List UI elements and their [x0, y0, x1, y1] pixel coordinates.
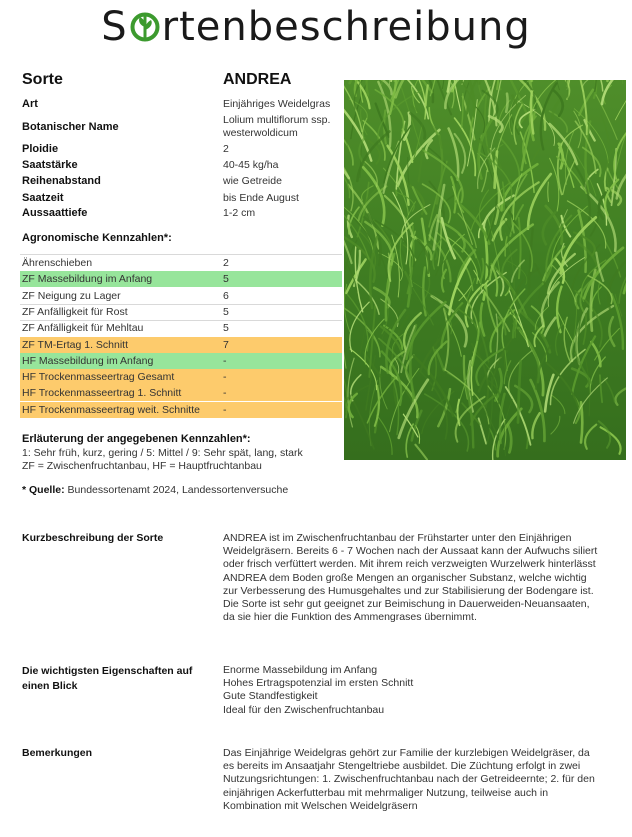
table-row — [20, 385, 342, 401]
variety-name: ANDREA — [223, 71, 292, 88]
page-title — [0, 4, 632, 50]
prop-value-ploidie: 2 — [223, 143, 229, 155]
row-name: HF Trockenmasseertrag Gesamt — [22, 371, 175, 383]
prop-value-botanical-2: westerwoldicum — [223, 127, 298, 139]
legend-line-1: 1: Sehr früh, kurz, gering / 5: Mittel / 9: Sehr spät, lang, stark — [22, 447, 303, 459]
table-row — [20, 288, 342, 304]
row-value: - — [223, 404, 227, 416]
row-value: 5 — [223, 322, 229, 334]
table-row — [20, 337, 342, 353]
text-line: Die Sorte ist sehr gut geeignet zur Beimischung in Dauerweiden-Neuansaaten, — [223, 598, 590, 611]
row-name: ZF Neigung zu Lager — [22, 290, 121, 302]
variety-label: Sorte — [22, 71, 63, 88]
remarks-heading: Bemerkungen — [22, 747, 93, 759]
key-properties-list — [223, 664, 413, 717]
row-name: ZF Anfälligkeit für Rost — [22, 306, 128, 318]
row-name: Ährenschieben — [22, 257, 93, 269]
row-name: ZF TM-Ertag 1. Schnitt — [22, 339, 128, 351]
prop-value-art: Einjähriges Weidelgras — [223, 98, 331, 110]
text-line: einjährigen Ackerfutterbau mit mehrmaliger Nutzung, teilweise auch in — [223, 786, 549, 799]
title-prefix: S — [101, 4, 128, 50]
table-row — [20, 369, 342, 385]
row-value: 6 — [223, 290, 229, 302]
source-note — [22, 484, 288, 497]
prop-value-saatstaerke: 40-45 kg/ha — [223, 159, 279, 171]
short-description-heading: Kurzbeschreibung der Sorte — [22, 532, 164, 544]
prop-value-botanical-1: Lolium multiflorum ssp. — [223, 114, 331, 126]
text-line: Weidelgräsern. Bereits 6 - 7 Wochen nach der Aussaat kann der Aufwuchs siliert — [223, 545, 598, 558]
title-suffix: rtenbeschreibung — [161, 4, 531, 50]
table-row — [20, 271, 342, 287]
prop-label-ploidie: Ploidie — [22, 143, 59, 155]
row-value: - — [223, 387, 227, 399]
text-line: es bereits im Ansaatjahr Stengeltriebe ausbildet. Die Züchtung erfolgt in zwei — [223, 760, 581, 773]
row-value: - — [223, 371, 227, 383]
grass-photo — [344, 80, 626, 460]
text-line: ANDREA dem Boden große Mengen an organischer Substanz, welche wichtig — [223, 571, 587, 584]
row-value: 2 — [223, 257, 229, 269]
prop-label-art: Art — [22, 98, 38, 110]
agronomic-heading: Agronomische Kennzahlen*: — [22, 232, 172, 244]
table-row — [20, 353, 342, 369]
prop-label-saatstaerke: Saatstärke — [22, 159, 78, 171]
grass-blade — [581, 402, 582, 442]
prop-label-botanical: Botanischer Name — [22, 121, 119, 133]
row-name: HF Massebildung im Anfang — [22, 355, 154, 367]
grass-blade — [506, 94, 507, 112]
grass-image — [344, 80, 626, 460]
legend-line-2: ZF = Zwischenfruchtanbau, HF = Hauptfruchtanbau — [22, 460, 262, 472]
table-row — [20, 320, 342, 336]
row-value: 7 — [223, 339, 229, 351]
row-name: HF Trockenmasseertrag 1. Schnitt — [22, 387, 182, 399]
remarks-text — [223, 747, 623, 813]
list-item: Hohes Ertragspotenzial im ersten Schnitt — [223, 677, 414, 690]
text-line: Das Einjährige Weidelgras gehört zur Familie der kurzlebigen Weidelgräser, da — [223, 747, 590, 759]
row-name: ZF Massebildung im Anfang — [22, 273, 153, 285]
row-name: HF Trockenmasseertrag weit. Schnitte — [22, 404, 200, 416]
list-item: Enorme Massebildung im Anfang — [223, 664, 378, 676]
prop-value-saatzeit: bis Ende August — [223, 192, 299, 204]
row-value: - — [223, 355, 227, 367]
key-properties-heading — [22, 664, 192, 694]
table-row — [20, 402, 342, 418]
row-name: ZF Anfälligkeit für Mehltau — [22, 322, 144, 334]
source-text: Bundessortenamt 2024, Landessortenversuche — [67, 484, 289, 496]
prop-label-aussaattiefe: Aussaattiefe — [22, 207, 88, 219]
row-value: 5 — [223, 306, 229, 318]
prop-label-saatzeit: Saatzeit — [22, 192, 64, 204]
text-line: ANDREA ist im Zwischenfruchtanbau der Frühstarter unter den Einjährigen — [223, 532, 572, 544]
source-label: * Quelle: — [22, 484, 65, 496]
text-line: oder frisch verfüttert werden. Mit ihrem reich verzweigten Wurzelwerk hinterlässt — [223, 558, 596, 571]
text-line: Nutzungsrichtungen: 1. Zwischenfruchtanbau nach der Getreideernte; 2. für den — [223, 773, 595, 786]
heading-line: einen Blick — [22, 680, 78, 692]
list-item: Gute Standfestigkeit — [223, 690, 318, 703]
prop-label-reihenabstand: Reihenabstand — [22, 175, 101, 187]
table-row — [20, 255, 342, 271]
text-line: Kombination mit Welschen Weidelgräsern — [223, 799, 418, 812]
table-row — [20, 304, 342, 320]
short-description-text — [223, 532, 623, 624]
legend-heading: Erläuterung der angegebenen Kennzahlen*: — [22, 433, 251, 445]
list-item: Ideal für den Zwischenfruchtanbau — [223, 703, 385, 716]
prop-value-reihenabstand: wie Getreide — [223, 175, 282, 187]
text-line: da sie hier die Funktion des Ammengrases übernimmt. — [223, 611, 477, 624]
row-value: 5 — [223, 273, 229, 285]
text-line: zur Verbesserung des Humusgehaltes und zur Stabilisierung der Bodengare ist. — [223, 584, 594, 597]
leaf-logo-icon — [129, 7, 161, 39]
heading-line: Die wichtigsten Eigenschaften auf — [22, 665, 193, 677]
prop-value-aussaattiefe: 1-2 cm — [223, 207, 256, 219]
